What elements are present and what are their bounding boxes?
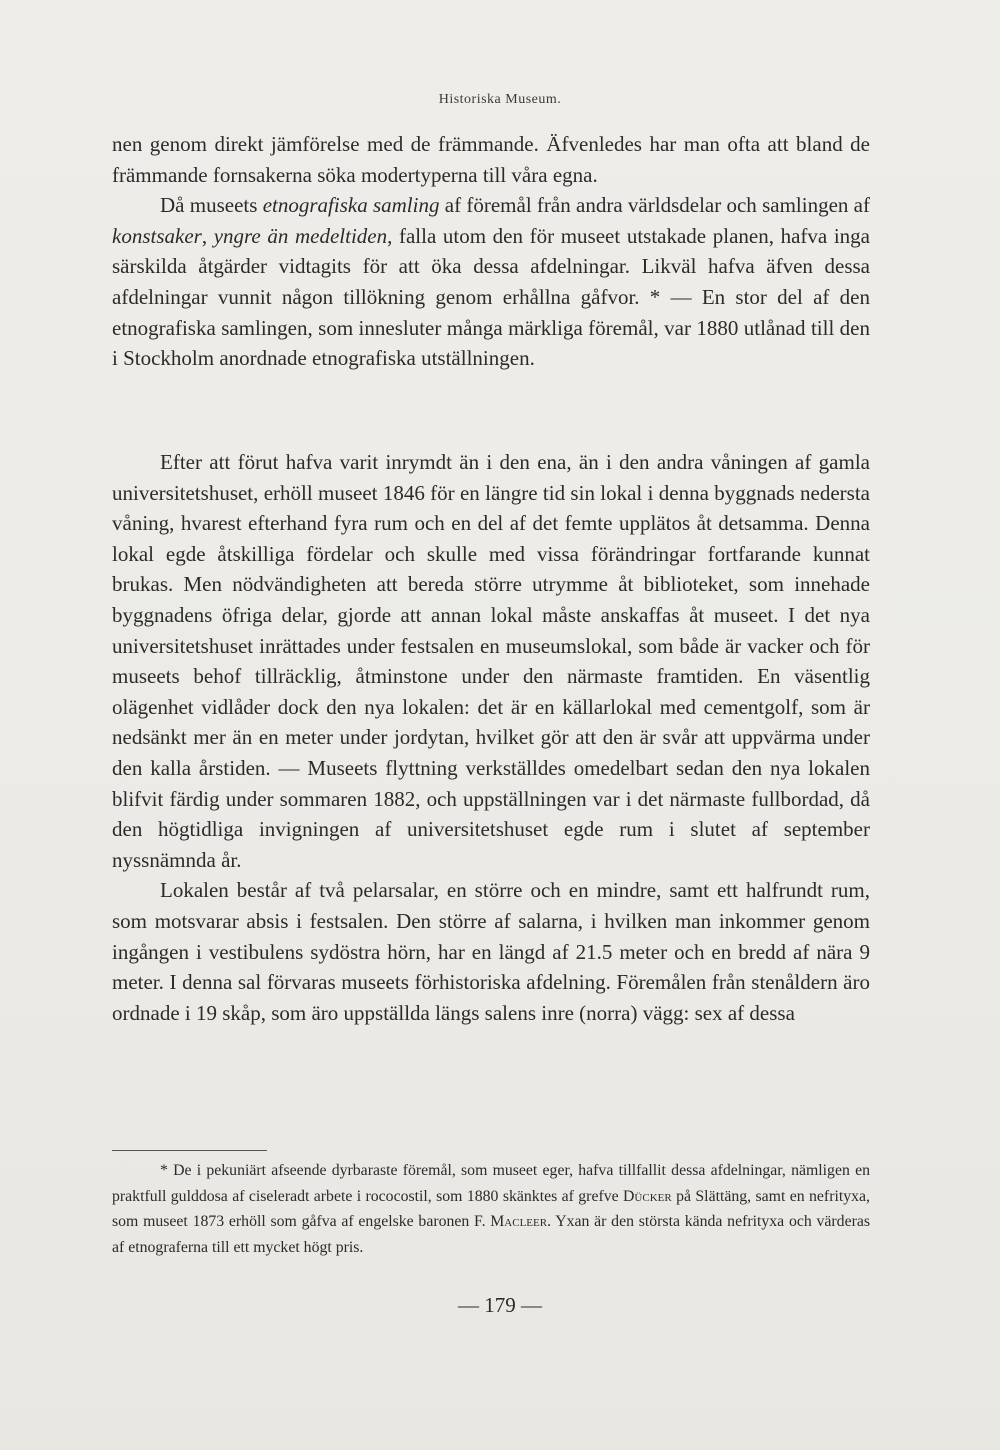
text-block-upper	[112, 129, 870, 374]
italic-term: yngre än medeltiden	[213, 223, 388, 248]
paragraph-text: Då museets	[160, 193, 263, 218]
footnote	[112, 1158, 870, 1260]
footnote-name: Dücker	[623, 1187, 672, 1205]
running-header: Historiska Museum.	[438, 92, 562, 107]
paragraph-premises: Efter att förut hafva varit inrymdt än i den ena, än i den andra våningen af gamla universitetshuset, erhöll museet 1846 för en längre tid sin lokal i denna byggnads nedersta våning, hvarest efterhand fyra rum och en del af det femte upplätos åt detsamma. Denna lokal egde åtskilliga fördelar och skulle med vissa förändringar fortfarande kunnat brukas. Men nödvändigheten att bereda större utrymme åt biblioteket, som innehade byggnadens öfriga delar, gjorde att annan lokal måste anskaffas åt museet. I det nya universitetshuset inrättades under festsalen en museumslokal, som både är vacker och för museets behof tillräcklig, åtminstone under den närmaste framtiden. En väsentlig olägenhet vidlåder dock den nya lokalen: det är en källarlokal med cementgolf, som är nedsänkt mer än en meter under jordytan, hvilket gör att den är svår att uppvärma under den kalla årstiden. — Museets flyttning verkställdes omedelbart sedan den nya lokalen blifvit färdig under sommaren 1882, och uppställningen var i det närmaste fullbordad, då den högtidliga invigningen af universitetshuset egde rum i slutet af september nyssnämnda år.	[112, 450, 870, 872]
footnote-segment: * De i pekuniärt afseende dyrbaraste föremål, som museet eger, hafva tillfallit dessa afdelningar, nämligen en praktfull gulddosa af ciseleradt arbete i rococostil, som 1880 skänktes af grefve	[112, 1162, 870, 1205]
text-block-lower	[112, 447, 870, 1028]
paragraph-continuation: nen genom direkt jämförelse med de främmande. Äfvenledes har man ofta att bland de främmande fornsakerna söka modertyperna till våra egna.	[112, 132, 870, 187]
paragraph-collections	[112, 190, 870, 374]
paragraph-text: , falla utom den för museet utstakade planen, hafva inga särskilda åtgärder vidtagits för att öka dessa afdelningar. Likväl hafva äfven dessa afdelningar vunnit någon tillökning genom erhållna gåfvor. * — En stor del af den etnografiska samlingen, som innesluter många märkliga föremål, var 1880 utlånad till den i Stockholm anordnade etnografiska utställningen.	[112, 223, 870, 371]
footnote-divider	[112, 1150, 267, 1151]
page-number: — 179 —	[458, 1293, 542, 1317]
footnote-segment: på Slättäng, samt en nefrityxa, som museet 1873 erhöll som gåfva af engelske baronen F.	[112, 1187, 870, 1230]
italic-term: konstsaker	[112, 223, 202, 248]
footnote-segment: . Yxan är den största kända nefrityxa och värderas af etnograferna till ett mycket högt pris.	[112, 1213, 870, 1256]
paragraph-halls: Lokalen består af två pelarsalar, en större och en mindre, samt ett halfrundt rum, som motsvarar absis i festsalen. Den större af salarna, i hvilken man inkommer genom ingången i vestibulens sydöstra hörn, har en längd af 21.5 meter och en bredd af nära 9 meter. I denna sal förvaras museets förhistoriska afdelning. Föremålen från stenåldern äro ordnade i 19 skåp, som äro uppställda längs salens inre (norra) vägg: sex af dessa	[112, 878, 870, 1025]
paragraph-text: ,	[201, 223, 214, 248]
paragraph-text: af föremål från andra världsdelar och samlingen af	[439, 193, 870, 218]
footnote-text	[112, 1158, 870, 1260]
italic-term: etnografiska samling	[262, 193, 440, 218]
footnote-name: Macleer	[490, 1213, 548, 1230]
